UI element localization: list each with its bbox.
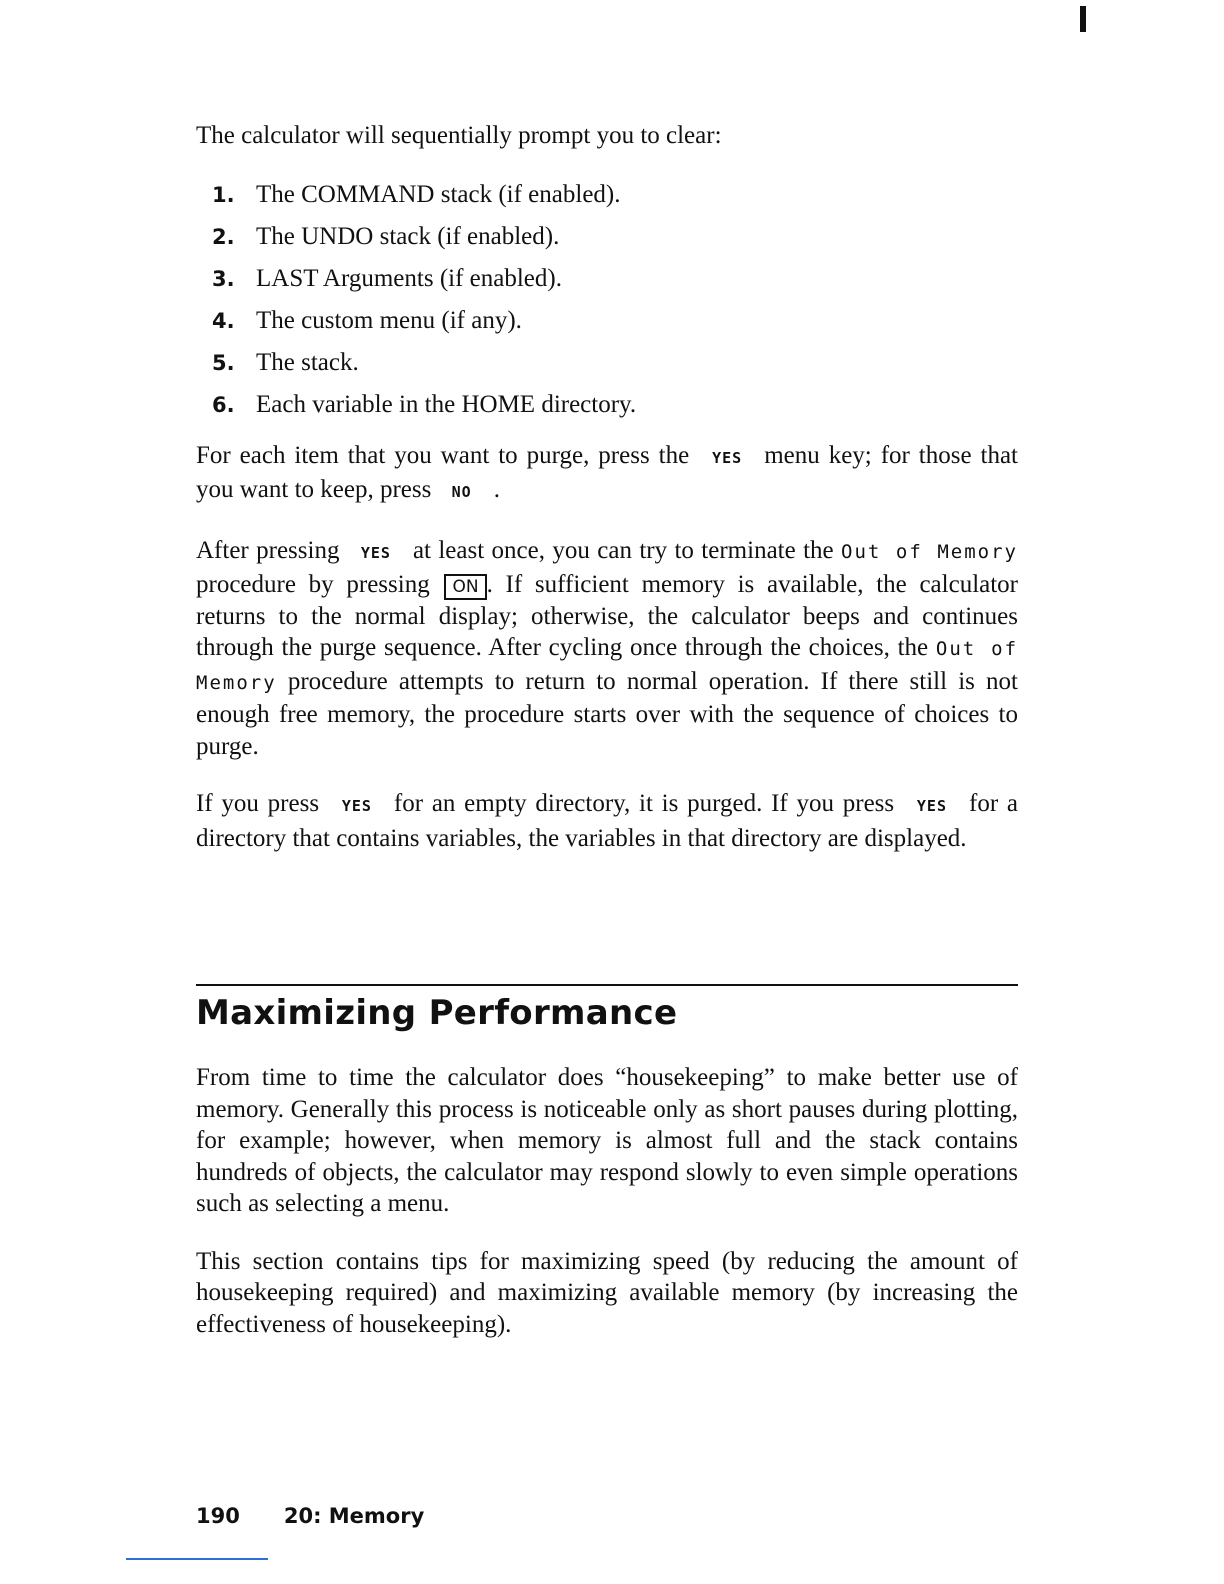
list-item bbox=[196, 384, 1018, 426]
section-heading: Maximizing Performance bbox=[196, 993, 678, 1033]
text-run: After pressing bbox=[196, 536, 340, 564]
list-item bbox=[196, 342, 1018, 384]
edge-mark bbox=[1080, 6, 1086, 32]
intro-text: The calculator will sequentially prompt you to clear: bbox=[196, 122, 722, 149]
performance-paragraph-2: This section contains tips for maximizing speed (by reducing the amount of housekeeping required) and maximizing available memory (by increasing the effectiveness of housekeeping). bbox=[196, 1247, 1018, 1338]
list-item bbox=[196, 216, 1018, 258]
text-run: for a directory that contains variables, the variables in that directory are displayed. bbox=[196, 790, 1019, 852]
text-run: . bbox=[493, 476, 500, 503]
list-number: 1. bbox=[212, 182, 235, 207]
footer-accent-line bbox=[126, 1558, 268, 1560]
text-run: If you press bbox=[196, 790, 320, 817]
section-divider bbox=[196, 984, 1018, 986]
page-number: 190 bbox=[196, 1504, 240, 1528]
text-run: at least once, you can try to terminate the bbox=[412, 536, 834, 564]
yes-menu-key: YES bbox=[341, 797, 372, 815]
list-text: The COMMAND stack (if enabled). bbox=[256, 180, 621, 208]
list-number: 5. bbox=[212, 350, 235, 375]
section-body bbox=[196, 1062, 1018, 1340]
out-of-memory-display-text: Out of Memory bbox=[196, 638, 1019, 694]
list-number: 4. bbox=[212, 308, 235, 333]
text-run: procedure by pressing bbox=[196, 571, 430, 598]
yes-menu-key: YES bbox=[712, 448, 743, 467]
page-body bbox=[196, 120, 1018, 854]
list-number: 6. bbox=[212, 392, 235, 417]
performance-paragraph-1: From time to time the calculator does “housekeeping” to make better use of memory. Generally this process is noticeable only as short pauses during plotting, for example; however, when memory is almost full and the stack contains hundreds of objects, the calculator may respond slowly to even simple operations such as selecting a menu. bbox=[196, 1064, 1018, 1217]
page-footer bbox=[196, 1504, 424, 1528]
list-text: The custom menu (if any). bbox=[256, 306, 522, 334]
yes-menu-key: YES bbox=[360, 543, 391, 562]
directory-paragraph bbox=[196, 788, 1018, 854]
prompt-list bbox=[196, 174, 1018, 426]
text-run: menu key; for those that you want to keep, press bbox=[196, 441, 1019, 503]
spacer bbox=[196, 1220, 1018, 1246]
list-text: LAST Arguments (if enabled). bbox=[256, 264, 562, 292]
text-run: for an empty directory, it is purged. If you press bbox=[393, 790, 895, 817]
out-of-memory-display-text: Out of Memory bbox=[841, 540, 1018, 563]
text-run: procedure attempts to return to normal operation. If there still is not enough free memory, the procedure starts over with the sequence of choices to purge. bbox=[196, 667, 1019, 760]
chapter-title: 20: Memory bbox=[283, 1504, 425, 1528]
text-run: . If sufficient memory is available, the calculator returns to the normal display; otherwise, the calculator beeps and continues through the purge sequence. After cycling once through the choices, the bbox=[196, 571, 1019, 661]
terminate-paragraph bbox=[196, 535, 1018, 763]
list-text: Each variable in the HOME directory. bbox=[256, 390, 637, 418]
list-text: The stack. bbox=[256, 348, 359, 376]
spacer bbox=[196, 509, 1018, 535]
list-number: 3. bbox=[212, 266, 235, 291]
on-key: ON bbox=[444, 574, 486, 600]
list-item bbox=[196, 258, 1018, 300]
list-item bbox=[196, 174, 1018, 216]
text-run: For each item that you want to purge, press the bbox=[196, 441, 690, 469]
list-text: The UNDO stack (if enabled). bbox=[256, 222, 560, 250]
list-number: 2. bbox=[212, 224, 235, 249]
list-item bbox=[196, 300, 1018, 342]
spacer bbox=[196, 762, 1018, 788]
purge-paragraph bbox=[196, 440, 1018, 509]
yes-menu-key: YES bbox=[916, 797, 947, 815]
no-menu-key: NO bbox=[451, 483, 472, 501]
